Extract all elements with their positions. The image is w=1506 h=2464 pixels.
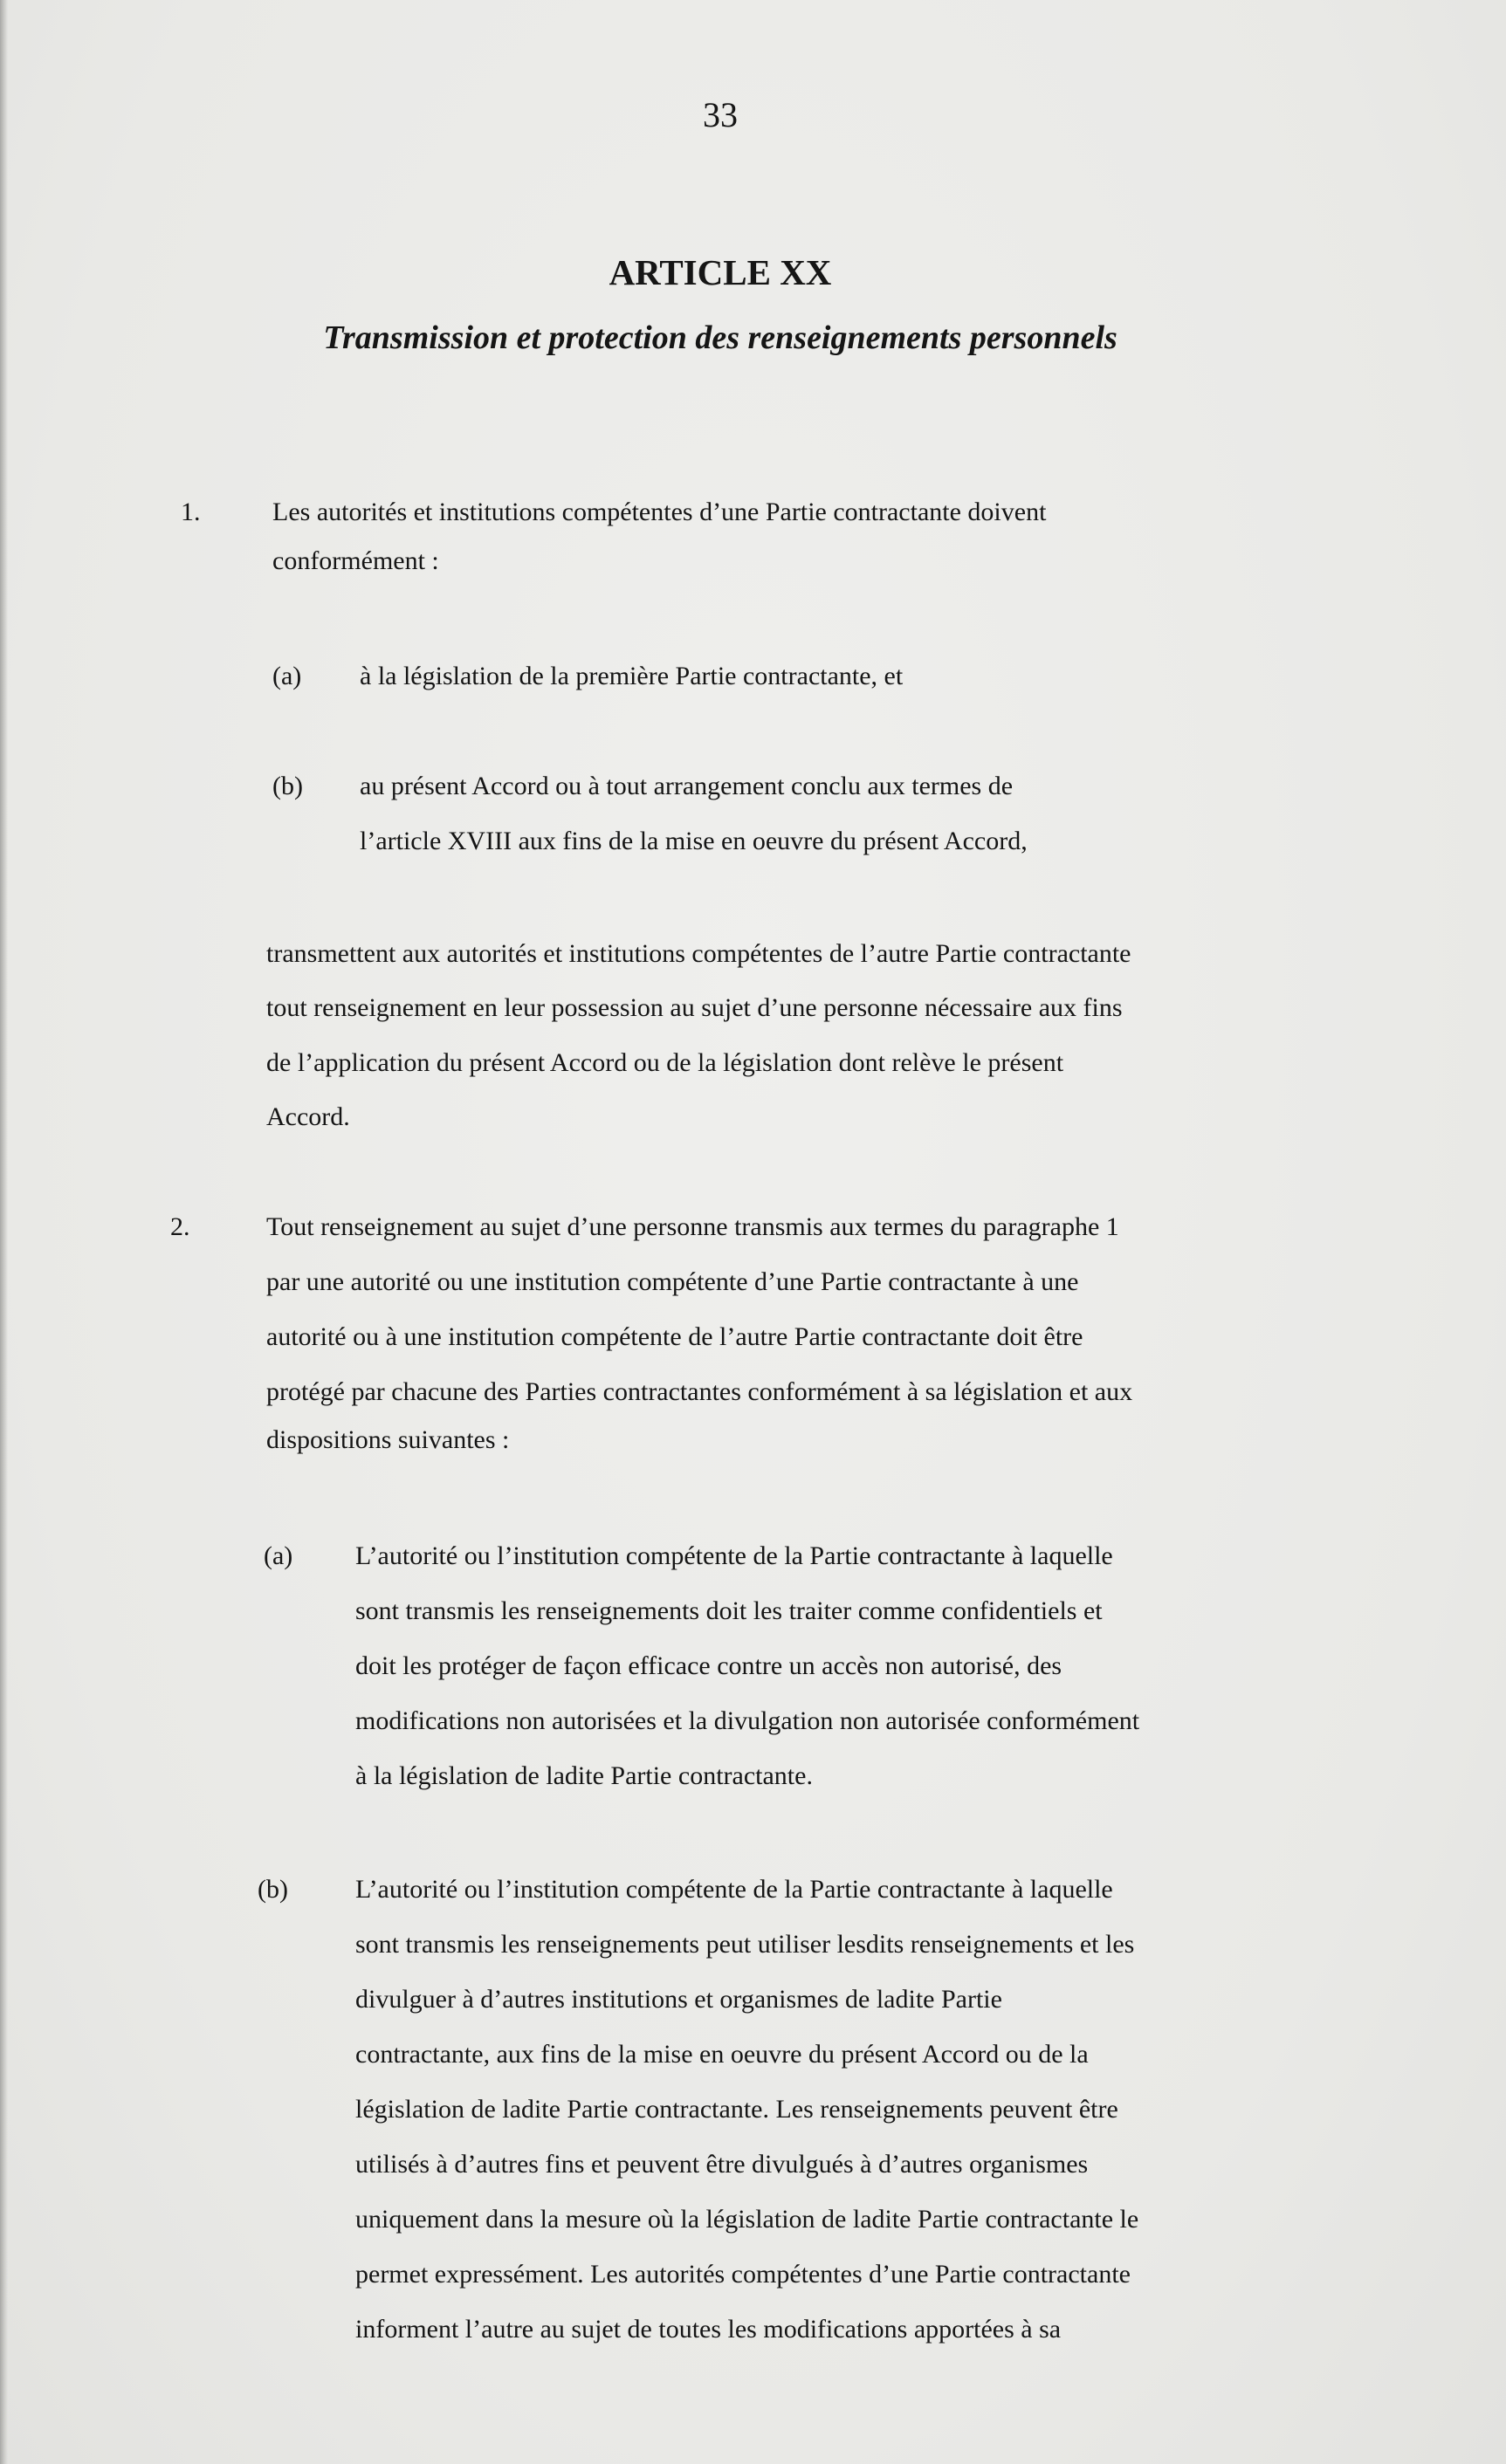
paragraph-2-item-a-line: à la législation de ladite Partie contractante.: [355, 1761, 813, 1790]
paragraph-2-item-a-line: L’autorité ou l’institution compétente de la Partie contractante à laquelle: [355, 1541, 1113, 1570]
paragraph-1-item-b-line: l’article XVIII aux fins de la mise en oeuvre du présent Accord,: [360, 827, 1028, 855]
page-number: 33: [703, 95, 738, 134]
paragraph-2-item-b-line: uniquement dans la mesure où la législation de ladite Partie contractante le: [355, 2205, 1139, 2234]
paragraph-1-number: 1.: [181, 498, 201, 526]
paragraph-1-closing-line: de l’application du présent Accord ou de la législation dont relève le présent: [266, 1048, 1064, 1077]
paragraph-2-item-a-label: (a): [264, 1541, 293, 1570]
paragraph-1-closing-line: transmettent aux autorités et institutions compétentes de l’autre Partie contractante: [266, 939, 1131, 968]
paragraph-2-item-b-line: utilisés à d’autres fins et peuvent être divulgués à d’autres organismes: [355, 2150, 1089, 2179]
paragraph-1-line: conformément :: [272, 546, 439, 575]
paragraph-2-line: par une autorité ou une institution compétente d’une Partie contractante à une: [266, 1267, 1079, 1296]
article-title: ARTICLE XX: [609, 252, 832, 292]
page-edge-shadow: [0, 0, 8, 2464]
paragraph-1-item-b-line: au présent Accord ou à tout arrangement conclu aux termes de: [360, 772, 1014, 800]
paragraph-1-closing-line: tout renseignement en leur possession au sujet d’une personne nécessaire aux fins: [266, 993, 1123, 1022]
paragraph-2-item-a-line: doit les protéger de façon efficace contre un accès non autorisé, des: [355, 1651, 1062, 1680]
paragraph-2-item-b-line: L’autorité ou l’institution compétente de la Partie contractante à laquelle: [355, 1875, 1113, 1904]
paragraph-1-item-a-label: (a): [272, 662, 302, 690]
paragraph-2-line: dispositions suivantes :: [266, 1425, 510, 1454]
paragraph-2-line: protégé par chacune des Parties contractantes conformément à sa législation et aux: [266, 1377, 1133, 1406]
paragraph-2-item-a-line: modifications non autorisées et la divulgation non autorisée conformément: [355, 1706, 1140, 1735]
paragraph-2-line: autorité ou à une institution compétente de l’autre Partie contractante doit être: [266, 1322, 1083, 1351]
paragraph-2-item-b-line: permet expressément. Les autorités compétentes d’une Partie contractante: [355, 2260, 1131, 2289]
paragraph-1-item-a-line: à la législation de la première Partie contractante, et: [360, 662, 904, 690]
paragraph-1-line: Les autorités et institutions compétentes d’une Partie contractante doivent: [272, 498, 1047, 526]
paragraph-1-item-b-label: (b): [272, 772, 303, 800]
paragraph-2-item-b-line: contractante, aux fins de la mise en oeuvre du présent Accord ou de la: [355, 2040, 1089, 2069]
paragraph-1-closing-line: Accord.: [266, 1102, 350, 1131]
paragraph-2-item-b-line: divulguer à d’autres institutions et organismes de ladite Partie: [355, 1985, 1002, 2014]
paragraph-2-number: 2.: [170, 1212, 190, 1241]
paragraph-2-item-b-label: (b): [258, 1875, 288, 1904]
paragraph-2-line: Tout renseignement au sujet d’une personne transmis aux termes du paragraphe 1: [266, 1212, 1119, 1241]
paragraph-2-item-b-line: législation de ladite Partie contractante. Les renseignements peuvent être: [355, 2095, 1118, 2124]
article-subtitle: Transmission et protection des renseignements personnels: [323, 319, 1117, 356]
paragraph-2-item-b-line: informent l’autre au sujet de toutes les modifications apportées à sa: [355, 2315, 1062, 2344]
paragraph-2-item-b-line: sont transmis les renseignements peut utiliser lesdits renseignements et les: [355, 1930, 1135, 1959]
paragraph-2-item-a-line: sont transmis les renseignements doit les traiter comme confidentiels et: [355, 1596, 1103, 1625]
